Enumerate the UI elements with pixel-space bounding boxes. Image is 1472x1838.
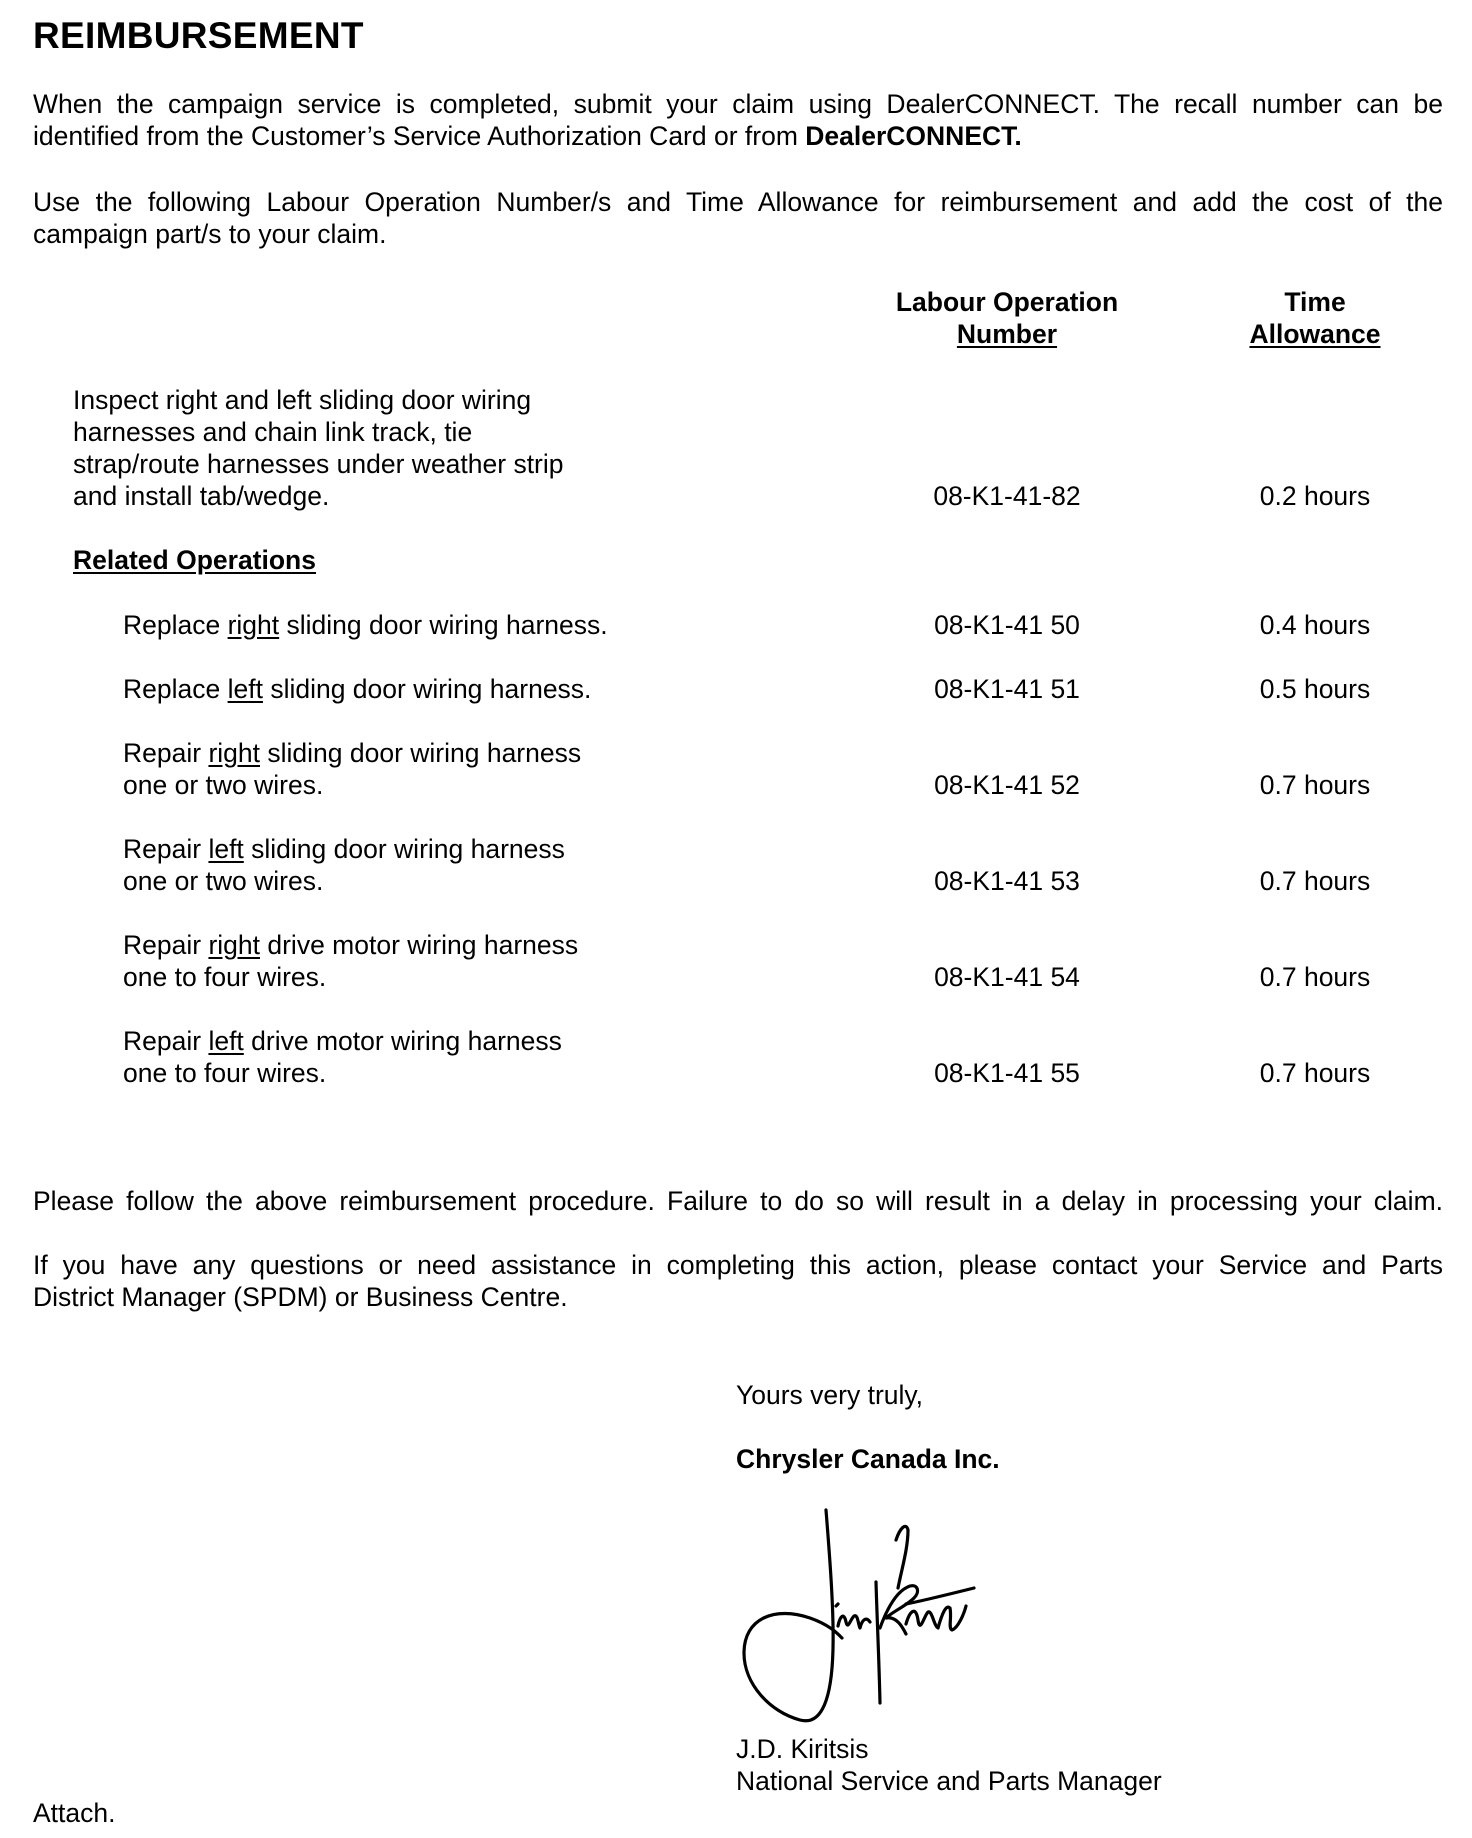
related-4-post: drive motor wiring harness [260,930,579,960]
related-0-code: 08-K1-41 50 [934,610,1080,640]
intro-line-1: When the campaign service is completed, submit your claim using DealerCONNECT. The recall number can be [33,89,1443,119]
related-3-time: 0.7 hours [1259,866,1371,896]
labour-header-line-2: Number [956,319,1058,349]
related-operation-row [123,833,565,897]
page-title: REIMBURSEMENT [33,15,364,56]
related-5-pre: Repair [123,1026,209,1056]
related-3-post: sliding door wiring harness [243,834,565,864]
main-operation-line-1: Inspect right and left sliding door wiring [73,385,532,415]
related-2-time: 0.7 hours [1259,770,1371,800]
time-allowance-header [1200,286,1430,350]
related-5-time: 0.7 hours [1259,1058,1371,1088]
follow-procedure-note [33,1186,1443,1218]
contact-line-2: District Manager (SPDM) or Business Centre. [33,1281,568,1312]
related-1-time: 0.5 hours [1259,674,1371,704]
related-4-line-2: one to four wires. [123,962,327,992]
related-0-time: 0.4 hours [1259,610,1371,640]
related-2-side: right [208,738,260,768]
related-5-code: 08-K1-41 55 [934,1058,1080,1088]
intro-paragraph [33,89,1443,152]
main-operation-line-2: harnesses and chain link track, tie [73,417,473,447]
related-4-code: 08-K1-41 54 [934,962,1080,992]
related-operation-row [123,609,608,641]
related-operations-heading [73,544,316,576]
signature-image [730,1488,990,1748]
instructions-line-2: campaign part/s to your claim. [33,218,387,249]
follow-procedure-text: Please follow the above reimbursement procedure. Failure to do so will result in a delay in processing your claim. [33,1186,1443,1216]
related-0-side: right [227,610,280,640]
main-operation-line-3: strap/route harnesses under weather strip [73,449,564,479]
related-4-side: right [208,930,260,960]
related-operations-heading-text: Related Operations [73,545,316,575]
company-name: Chrysler Canada Inc. [736,1444,1000,1474]
related-0-post: sliding door wiring harness. [279,610,608,640]
related-1-side: left [227,674,263,704]
main-operation-time: 0.2 hours [1259,481,1371,511]
related-1-post: sliding door wiring harness. [262,674,592,704]
related-1-code: 08-K1-41 51 [934,674,1080,704]
related-3-pre: Repair [123,834,209,864]
related-1-pre: Replace [123,674,228,704]
main-operation-description [73,384,564,512]
related-5-line-2: one to four wires. [123,1058,327,1088]
main-operation-code: 08-K1-41-82 [933,481,1081,511]
related-operation-row [123,737,581,801]
related-3-line-2: one or two wires. [123,866,324,896]
related-operation-row [123,929,578,993]
related-3-code: 08-K1-41 53 [934,866,1080,896]
time-header-line-1: Time [1284,287,1346,317]
related-5-side: left [208,1026,244,1056]
closing-salutation: Yours very truly, [736,1380,924,1410]
labour-operation-header [860,286,1154,350]
related-2-line-2: one or two wires. [123,770,324,800]
related-3-side: left [208,834,244,864]
related-operation-row [123,673,591,705]
related-2-code: 08-K1-41 52 [934,770,1080,800]
related-0-pre: Replace [123,610,228,640]
contact-line-1: If you have any questions or need assistance in completing this action, please contact your Service and Parts [33,1250,1443,1280]
intro-line-2-text: identified from the Customer’s Service Authorization Card or from [33,120,806,151]
instructions-paragraph [33,187,1443,250]
main-operation-line-4: and install tab/wedge. [73,481,330,511]
related-2-pre: Repair [123,738,209,768]
intro-line-2 [33,121,1443,153]
attach-note: Attach. [33,1798,116,1828]
contact-paragraph [33,1250,1443,1313]
related-4-time: 0.7 hours [1259,962,1371,992]
signer-title: National Service and Parts Manager [736,1766,1162,1796]
signer-name: J.D. Kiritsis [736,1734,869,1764]
related-2-post: sliding door wiring harness [260,738,582,768]
related-5-post: drive motor wiring harness [243,1026,562,1056]
intro-dealerconnect-bold: DealerCONNECT. [805,120,1022,151]
time-header-line-2: Allowance [1249,319,1381,349]
related-operation-row [123,1025,562,1089]
instructions-line-1: Use the following Labour Operation Number/s and Time Allowance for reimbursement and add the cost of the [33,187,1443,217]
related-4-pre: Repair [123,930,209,960]
labour-header-line-1: Labour Operation [895,287,1119,317]
